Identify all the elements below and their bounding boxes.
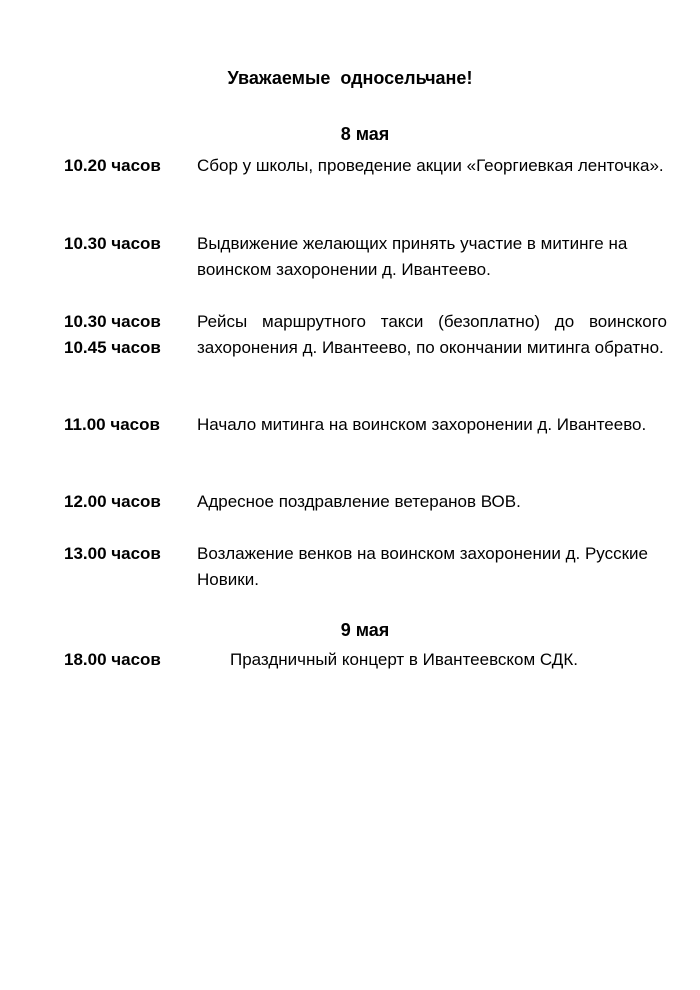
document-title: Уважаемые односельчане!	[227, 68, 473, 88]
event-time: 10.30 часов	[64, 234, 161, 253]
event-time-column	[64, 647, 194, 673]
event-description: Праздничный концерт в Ивантеевском СДК.	[230, 650, 578, 669]
event-time: 10.45 часов	[64, 338, 161, 357]
event-time-column	[64, 489, 194, 515]
event-time-column	[64, 153, 194, 179]
event-time: 10.20 часов	[64, 156, 161, 175]
event-time: 13.00 часов	[64, 544, 161, 563]
event-time-column	[64, 412, 194, 438]
event-time-column	[64, 309, 194, 361]
day-heading-may-9: 9 мая	[340, 620, 390, 640]
event-time: 18.00 часов	[64, 650, 161, 669]
event-description: Сбор у школы, проведение акции «Георгиевкая ленточка».	[197, 156, 664, 175]
event-description: Выдвижение желающих принять участие в митинге на воинском захоронении д. Ивантеево.	[197, 234, 628, 279]
day-heading-may-8: 8 мая	[340, 124, 390, 144]
event-description: Рейсы маршрутного такси (безоплатно) до воинского захоронения д. Ивантеево, по окончании митинга обратно.	[197, 312, 667, 357]
event-time: 12.00 часов	[64, 492, 161, 511]
event-description: Адресное поздравление ветеранов ВОВ.	[197, 492, 521, 511]
event-time: 10.30 часов	[64, 312, 161, 331]
event-description: Начало митинга на воинском захоронении д. Ивантеево.	[197, 415, 647, 434]
event-time-column	[64, 231, 194, 257]
event-time-column	[64, 541, 194, 567]
event-description: Возлажение венков на воинском захоронении д. Русские Новики.	[197, 544, 648, 589]
event-time: 11.00 часов	[64, 415, 160, 434]
